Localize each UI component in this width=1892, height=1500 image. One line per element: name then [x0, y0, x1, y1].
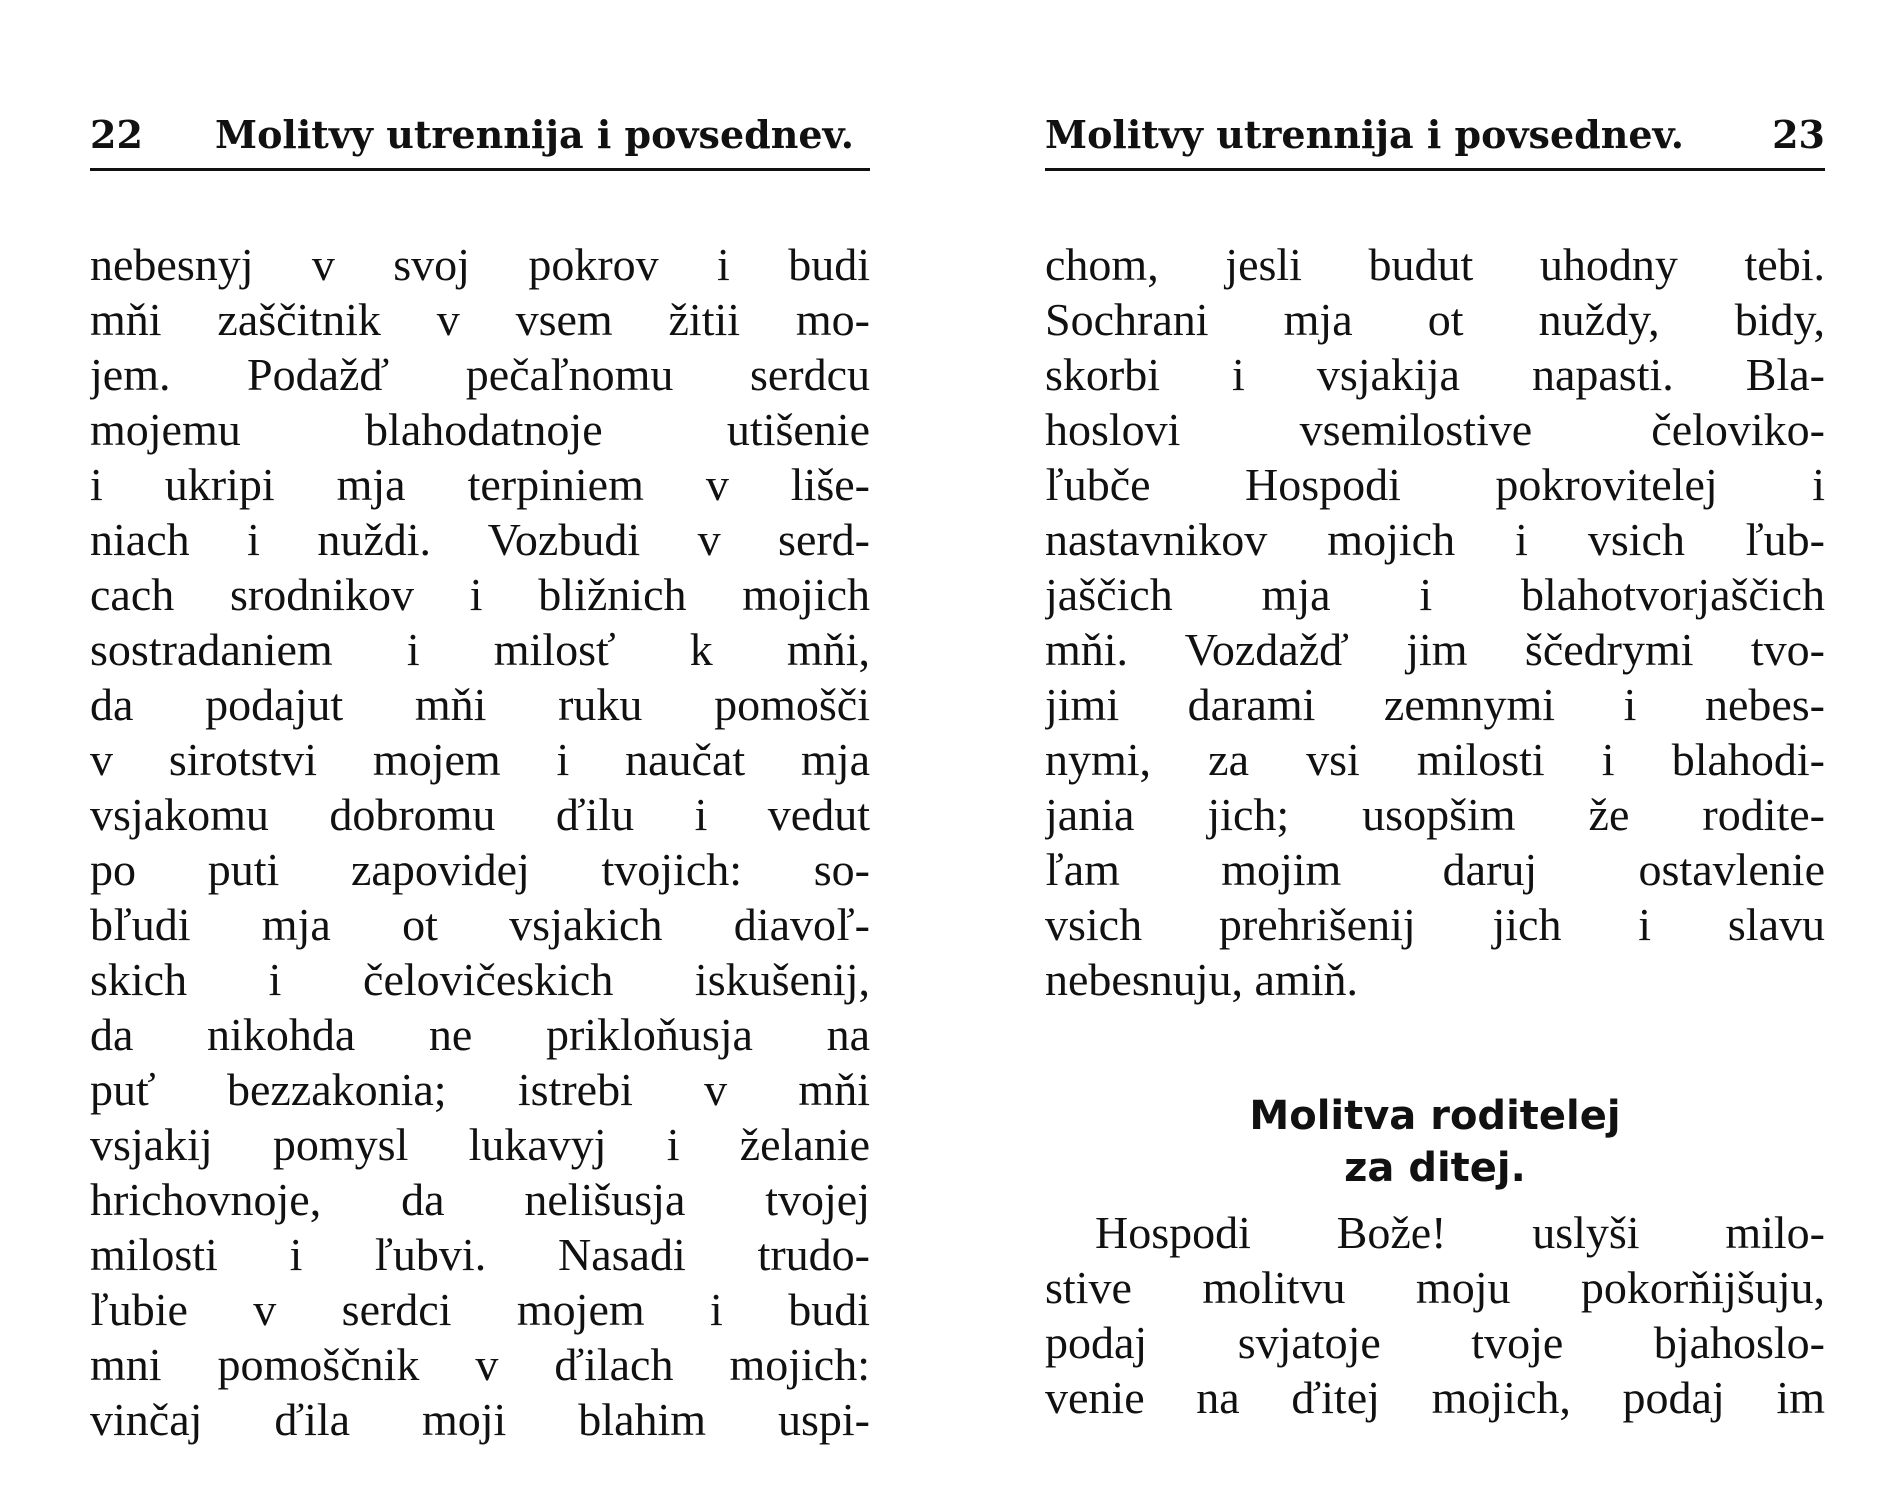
text-line: mňi zaščitnik v vsem žitii mo- [90, 294, 870, 345]
text-line: da nikohda ne prikloňusja na [90, 1009, 870, 1060]
left-page-number: 22 [90, 112, 143, 157]
section-heading [1045, 1090, 1825, 1194]
text-line: mňi. Vozdažď jim ščedrymi tvo- [1045, 624, 1825, 675]
text-line: jimi darami zemnymi i nebes- [1045, 679, 1825, 730]
right-page [1045, 0, 1825, 1500]
text-line: i ukripi mja terpiniem v liše- [90, 459, 870, 510]
text-line: vsjakij pomysl lukavyj i želanie [90, 1119, 870, 1170]
text-line: venie na ďitej mojich, podaj im [1045, 1372, 1825, 1423]
text-line: hrichovnoje, da nelišusja tvojej [90, 1174, 870, 1225]
text-line: Hospodi Bože! uslyši milo- [1095, 1207, 1825, 1258]
section-heading-line: za ditej. [1344, 1145, 1526, 1191]
text-line: hoslovi vsemilostive čeloviko- [1045, 404, 1825, 455]
text-line: sostradaniem i milosť k mňi, [90, 624, 870, 675]
text-line: chom, jesli budut uhodny tebi. [1045, 239, 1825, 290]
right-running-title: Molitvy utrennija i povsednev. [1045, 112, 1684, 157]
text-line: skorbi i vsjakija napasti. Bla- [1045, 349, 1825, 400]
text-line: nebesnuju, amiň. [1045, 954, 1358, 1005]
text-line: nymi, za vsi milosti i blahodi- [1045, 734, 1825, 785]
text-line: stive molitvu moju pokorňijšuju, [1045, 1262, 1825, 1313]
text-line: da podajut mňi ruku pomošči [90, 679, 870, 730]
text-line: jaščich mja i blahotvorjaščich [1045, 569, 1825, 620]
text-line: jania jich; usopšim že rodite- [1045, 789, 1825, 840]
left-header-rule [90, 168, 870, 171]
right-page-number: 23 [1772, 112, 1825, 157]
text-line: podaj svjatoje tvoje bjahoslo- [1045, 1317, 1825, 1368]
text-line: Sochrani mja ot nuždy, bidy, [1045, 294, 1825, 345]
section-body-text [1045, 1205, 1825, 1425]
text-line: bľudi mja ot vsjakich diavoľ- [90, 899, 870, 950]
right-body-text [1045, 237, 1825, 1007]
text-line: skich i čelovičeskich iskušenij, [90, 954, 870, 1005]
text-line: vinčaj ďila moji blahim uspi- [90, 1394, 870, 1445]
text-line: v sirotstvi mojem i naučat mja [90, 734, 870, 785]
right-page-header [1045, 105, 1825, 165]
section-heading-line: Molitva roditelej [1249, 1093, 1621, 1139]
text-line: ľubče Hospodi pokrovitelej i [1045, 459, 1825, 510]
text-line: nebesnyj v svoj pokrov i budi [90, 239, 870, 290]
text-line: ľam mojim daruj ostavlenie [1045, 844, 1825, 895]
text-line: mojemu blahodatnoje utišenie [90, 404, 870, 455]
text-line: milosti i ľubvi. Nasadi trudo- [90, 1229, 870, 1280]
left-running-title: Molitvy utrennija i povsednev. [215, 112, 854, 157]
text-line: nastavnikov mojich i vsich ľub- [1045, 514, 1825, 565]
right-header-rule [1045, 168, 1825, 171]
text-line: puť bezzakonia; istrebi v mňi [90, 1064, 870, 1115]
text-line: ľubie v serdci mojem i budi [90, 1284, 870, 1335]
left-page [90, 0, 870, 1500]
text-line: niach i nuždi. Vozbudi v serd- [90, 514, 870, 565]
left-body-text [90, 237, 870, 1447]
text-line: cach srodnikov i bližnich mojich [90, 569, 870, 620]
left-page-header [90, 105, 870, 165]
text-line: mni pomoščnik v ďilach mojich: [90, 1339, 870, 1390]
text-line: po puti zapovidej tvojich: so- [90, 844, 870, 895]
text-line: vsjakomu dobromu ďilu i vedut [90, 789, 870, 840]
text-line: jem. Podažď pečaľnomu serdcu [90, 349, 870, 400]
text-line: vsich prehrišenij jich i slavu [1045, 899, 1825, 950]
